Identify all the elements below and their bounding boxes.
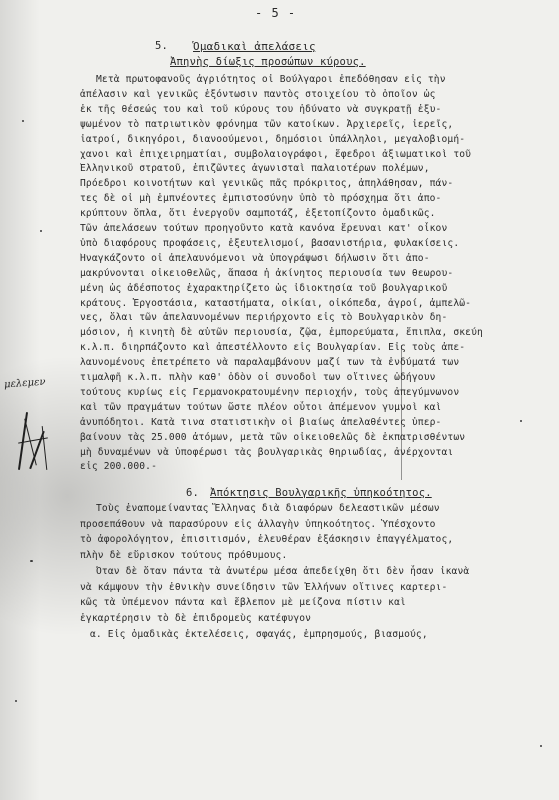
text-line: νες, ὅλαι τῶν ἀπελαυνομένων περιήρχοντο εἰς τὸ Βουλγαρικὸν δη-: [80, 312, 448, 324]
text-line: α. Εἰς ὁμαδικὰς ἐκτελέσεις, σφαγάς, ἐμπρησμούς, βιασμούς,: [90, 628, 428, 640]
text-line: μόσιον, ἡ κινητὴ δὲ αὐτῶν περιουσία, ζῷα, ἐμπορεύματα, ἔπιπλα, σκεύη: [80, 327, 483, 339]
text-line: τὸ ἀφορολόγητον, ἐπισιτισμόν, ἐλευθέραν ἐξάσκησιν ἐπαγγέλματος,: [80, 534, 454, 546]
text-line: ψωμένον τὸ πατριωτικὸν φρόνημα τῶν κατοίκων. Ἀρχιερεῖς, ἱερεῖς,: [80, 118, 454, 130]
section-5-subtitle: Ἀπηνὴς δίωξις προσώπων κύρους.: [170, 56, 366, 68]
text-line: βαίνουν τὰς 25.000 ἀτόμων, μετὰ τῶν οἰκειοθελῶς δὲ ἐκπατρισθέντων: [80, 431, 466, 443]
text-line: χανοι καὶ ἐπιχειρηματίαι, συμβολαιογράφοι, ἔφεδροι ἀξιωματικοὶ τοῦ: [80, 148, 472, 160]
text-line: πλὴν δὲ εὕρισκον τούτους πρόθυμους.: [80, 550, 288, 562]
scan-speck: [15, 700, 17, 702]
text-line: μένη ὡς ἀδέσποτος ἐχαρακτηρίζετο ὡς ἰδιοκτησία τοῦ βουλγαρικοῦ: [80, 282, 448, 294]
text-line: Ὅταν δὲ ὅταν πάντα τὰ ἀνωτέρω μέσα ἀπεδείχθη ὅτι δὲν ἦσαν ἱκανὰ: [96, 565, 470, 577]
text-line: ἐγκαρτέρησιν τὸ δὲ ἐπιδρομεὺς κατέφυγον: [80, 612, 312, 624]
scan-speck: [40, 230, 42, 232]
section-6-title: Ἀπόκτησις Βουλγαρικῆς ὑπηκοότητος.: [210, 487, 432, 499]
scan-speck: [30, 560, 33, 562]
text-line: τες δὲ οἱ μὴ ἐμπνέοντες ἐμπιστοσύνην ὑπὸ τὸ πρόσχημα ὅτι ἀπο-: [80, 193, 442, 205]
text-line: εἰς 200.000.-: [80, 461, 158, 473]
scan-speck: [540, 745, 542, 747]
section-6-number: 6.: [186, 487, 200, 499]
text-line: προσεπάθουν νὰ παρασύρουν εἰς ἀλλαγὴν ὑπηκοότητος. Ὑπέσχοντο: [80, 518, 436, 530]
text-line: κ.λ.π. διηρπάζοντο καὶ ἀπεστέλλοντο εἰς Βουλγαρίαν. Εἰς τοὺς ἀπε-: [80, 342, 466, 354]
text-line: Τοὺς ἐναπομείναντας Ἕλληνας διὰ διαφόρων δελεαστικῶν μέσων: [96, 503, 440, 514]
text-line: ἀπέλασιν καὶ γενικῶς ἐξόντωσιν παντὸς στοιχείου τὸ ὁποῖον ὡς: [80, 88, 436, 100]
text-line: Ἠναγκάζοντο οἱ ἀπελαυνόμενοι νὰ ὑπογράψωσι δήλωσιν ὅτι ἀπο-: [80, 252, 430, 264]
text-line: Πρόεδροι κοινοτήτων καὶ γενικῶς πᾶς πρόκριτος, ἀπηλάθησαν, πάν-: [80, 178, 454, 190]
text-line: ἐκ τῆς θέσεώς του καὶ τοῦ κύρους του ἠδύνατο νὰ συγκρατῇ ἐξυ-: [80, 103, 442, 115]
scan-speck: [22, 120, 24, 122]
text-line: τιμαλφῆ κ.λ.π. πλὴν καθ' ὁδὸν οἱ συνοδοὶ των οἵτινες ὡδήγουν: [80, 372, 436, 383]
text-line: νὰ κάμψουν τὴν ἐθνικὴν συνείδησιν τῶν Ἑλλήνων οἵτινες καρτερι-: [80, 581, 448, 593]
text-line: κῶς τὰ ὑπέμενον πάντα καὶ ἔβλεπον μὲ μείζονα πίστιν καὶ: [80, 597, 406, 609]
text-line: Ἑλληνικοῦ στρατοῦ, ἐπιζῶντες ἀγωνισταὶ παλαιοτέρων πολέμων,: [80, 163, 430, 175]
section-5-title: Ὁμαδικαὶ ἀπελάσεις: [193, 40, 316, 53]
text-line: καὶ τῶν πραγμάτων τούτων ὥστε πλέον οὗτοι ἀπέμενον γυμνοὶ καὶ: [80, 401, 442, 413]
text-line: μακρύνονται οἰκειοθελῶς, ἅπασα ἡ ἀκίνητος περιουσία των θεωρου-: [80, 267, 454, 279]
text-line: κράτους. Ἐργοστάσια, καταστήματα, οἰκίαι, οἰκόπεδα, ἀγροί, ἀμπελῶ-: [80, 297, 472, 309]
text-line: κρύπτουν ὅπλα, ὅτι ἐνεργοῦν σαμποτάζ, ἐξετοπίζοντο ὁμαδικῶς.: [80, 208, 436, 220]
text-line: ἀνυπόδητοι. Κατὰ τινα στατιστικὴν οἱ βιαίως ἀπελαθέντες ὑπερ-: [80, 416, 442, 428]
text-line: ὑπὸ διαφόρους προφάσεις, ἐξευτελισμοί, βασανιστήρια, φυλακίσεις.: [80, 237, 460, 249]
text-line: λαυνομένους ἐπετρέπετο νὰ παραλαμβάνουν μαζί των τὰ ἐνδύματά των: [80, 357, 460, 369]
text-line: μὴ δυναμένων νὰ ὑποφέρωσι τὰς βουλγαρικὰς θηριωδίας, ἀνέρχονται: [80, 446, 454, 458]
page-number: - 5 -: [255, 6, 297, 20]
text-line: Μετὰ πρωτοφανοῦς ἀγριότητος οἱ Βούλγαροι ἐπεδόθησαν εἰς τὴν: [96, 74, 446, 85]
text-line: τούτους κυρίως εἰς Γερμανοκρατουμένην περιοχήν, τοὺς ἀπεγύμνωνον: [80, 386, 460, 398]
text-line: Τῶν ἀπελάσεων τούτων προηγοῦντο κατὰ κανόνα ἔρευναι κατ' οἶκον: [80, 223, 448, 234]
section-5-number: 5.: [155, 40, 169, 52]
handwritten-margin-note: μελεμεν: [3, 376, 46, 391]
text-line: ἰατροί, δικηγόροι, διανοούμενοι, δημόσιοι ὑπάλληλοι, μεγαλοβιομή-: [80, 133, 466, 145]
